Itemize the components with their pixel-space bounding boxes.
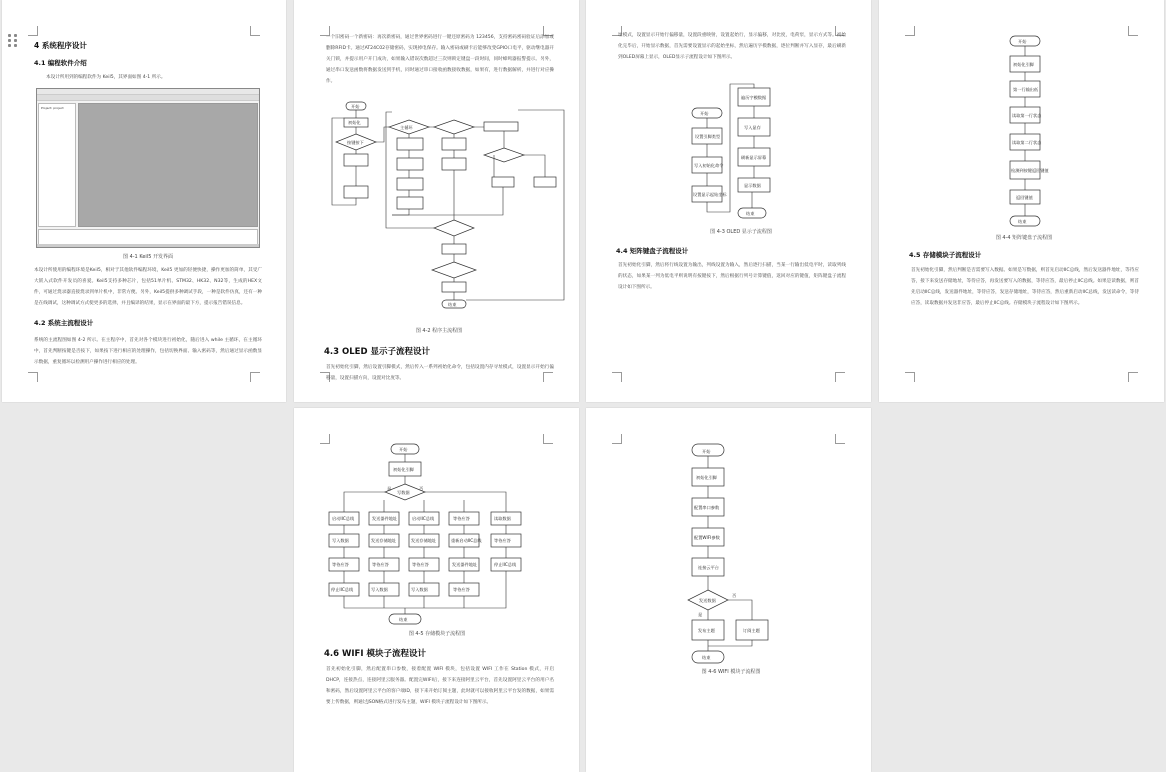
svg-text:遍历字模数据: 遍历字模数据 <box>741 95 767 100</box>
svg-text:等待应答: 等待应答 <box>453 516 470 521</box>
figure-caption: 图 4-6 WIFI 模块子流程图 <box>701 669 761 675</box>
svg-text:返回键值: 返回键值 <box>1016 195 1033 200</box>
flow-label: 结束 <box>448 302 457 307</box>
flow-process <box>484 122 518 131</box>
flow-process <box>442 282 466 292</box>
crop-mark <box>250 26 260 36</box>
flow-process <box>344 186 368 198</box>
flow-decision <box>434 220 474 236</box>
svg-text:读取数据: 读取数据 <box>494 516 511 521</box>
figure-caption: 图 4-1 Keil5 开发界面 <box>122 254 173 260</box>
svg-text:发送器件地址: 发送器件地址 <box>372 516 398 521</box>
paragraph: 一个旧密码一个新密码：再次新密码，通过世界密码进行一键还原密码为 123456，支持密码密码验证后添加或删除RFID卡。通过AT24C02存储密码，实现掉电保存。输入密码或刷卡后能够改变GPIO口电平，驱动继电器开关门锁，并提示用户开门成功，如果输入错误次数超过三次则锁定键盘一段时间，同时蜂鸣器报警提示。另外，通过串口发送函数将数据发送到手机，同时通过串口接收函数接收数据，如果有，进行数据解析，并进行对应操作。 <box>326 35 554 84</box>
figure-caption: 图 4-3 OLED 显示子流程图 <box>710 229 772 235</box>
svg-text:连接云平台: 连接云平台 <box>698 565 719 570</box>
svg-text:配置WIFI参数: 配置WIFI参数 <box>694 535 720 540</box>
flow-process <box>534 177 556 187</box>
svg-text:写数据: 写数据 <box>397 490 410 495</box>
crop-mark <box>28 26 38 36</box>
figure-caption: 图 4-2 程序主流程图 <box>415 328 463 334</box>
figure-caption: 图 4-5 存储模块子流程图 <box>408 631 466 637</box>
svg-text:否: 否 <box>419 486 424 491</box>
paragraph: 首先初始化引脚，然后设置引脚模式，然后传入一系列初始化命令，包括设置内存寻址模式，设置显示开始行偏移量，设置扫描方向，设置对比度等。 <box>326 365 554 381</box>
svg-text:停止IIC总线: 停止IIC总线 <box>331 587 354 592</box>
heading-4: 4 系统程序设计 <box>34 41 87 50</box>
svg-text:结束: 结束 <box>702 655 711 660</box>
heading-4-2: 4.2 系统主流程设计 <box>34 319 94 327</box>
svg-text:设置显示起始坐标: 设置显示起始坐标 <box>693 192 727 197</box>
document-page-5[interactable] <box>294 408 579 772</box>
crop-mark <box>250 372 260 382</box>
flow-process <box>442 138 466 150</box>
flow-process <box>397 197 423 209</box>
wifi-flowchart <box>586 408 871 772</box>
svg-text:开始: 开始 <box>700 111 709 116</box>
svg-text:是: 是 <box>387 486 392 491</box>
svg-text:配置串口参数: 配置串口参数 <box>694 505 720 510</box>
paragraph: 系统的主流程图如图 4-2 所示。在主程序中，首先对各个模块进行初始化，随后进入 while 主循环，在主循环中，首先判断按键是否按下，如果按下进行相应的处理操作，包括切换界面、输入密码等，然后通过显示函数显示数据，重复循环以检测用户操作进行相应的处理。 <box>34 338 262 365</box>
flow-decision <box>484 148 524 162</box>
flow-label: 开始 <box>351 104 360 109</box>
svg-text:订阅主题: 订阅主题 <box>743 628 760 633</box>
document-page-6[interactable] <box>586 408 871 772</box>
ide-project-label: Project: project <box>41 106 64 110</box>
svg-text:初始化引脚: 初始化引脚 <box>696 475 717 480</box>
flow-label: 按键按下 <box>347 140 364 145</box>
flow-label: 初始化 <box>348 120 361 125</box>
flow-process <box>397 178 423 190</box>
flow-decision <box>434 120 474 134</box>
svg-text:启动IIC总线: 启动IIC总线 <box>332 516 355 521</box>
svg-text:结束: 结束 <box>1018 219 1027 224</box>
flow-process <box>442 244 466 254</box>
svg-text:等待应答: 等待应答 <box>332 562 349 567</box>
svg-text:结束: 结束 <box>399 617 408 622</box>
svg-text:写入显存: 写入显存 <box>744 125 761 130</box>
svg-text:发送数据: 发送数据 <box>699 598 716 603</box>
svg-text:开始: 开始 <box>1018 39 1027 44</box>
paragraph: 首先初始化引脚，然后判断是否需要写入数据。如果是写数据，则首先启动IIC总线，然后发送器件地址，等待应答，接下来发送存储地址，等待应答，再发送要写入的数据，等待应答，最后停止IIC总线。如果是读数据，则首先启动IIC总线，发送器件地址，等待应答，发送存储地址，等待应答，然后重新启动IIC总线，发送读命令，等待应答，读取数据并发送非应答，最后停止IIC总线。存储模块子流程设计如下图所示。 <box>911 268 1139 306</box>
flow-label: 主循环 <box>400 125 413 130</box>
paragraph: 首先初始化引脚，然后将行线设置为输出，列线设置为输入，然后逐行扫描，当某一行输出低电平时，读取列线的状态，如果某一列为低电平则说明有按键按下，然后根据行列号计算键值，返回对应的键值，矩阵键盘子流程设计如下图所示。 <box>618 263 846 290</box>
flow-process <box>442 158 466 170</box>
heading-4-1: 4.1 编程软件介绍 <box>34 59 87 67</box>
heading-4-4: 4.4 矩阵键盘子流程设计 <box>616 247 689 255</box>
keil5-screenshot <box>36 88 260 248</box>
svg-text:启动IIC总线: 启动IIC总线 <box>412 516 435 521</box>
svg-text:结束: 结束 <box>746 211 755 216</box>
svg-text:等待应答: 等待应答 <box>372 562 389 567</box>
flow-decision <box>432 262 476 278</box>
document-page-2[interactable] <box>294 0 579 402</box>
flow-process <box>344 154 368 166</box>
figure-caption: 图 4-4 矩阵键盘子流程图 <box>995 235 1053 241</box>
svg-text:读取第一行状态: 读取第一行状态 <box>1012 113 1042 118</box>
paragraph: 本设计所使用的编程环境是Keil5，相对于其他软件编程环境，Keil5 更加的轻便快捷，操作更加的简单，其受广大嵌入式软件开发员的喜爱。Keil5支持多种芯片，包括51单片机、STM32、HK32、N32等，生成的HEX文件，可通过烧录器直接烧录到单片机中，非常方便。另外，Keil5提供多种调试手段，一种是软件仿真，还有一种是在线调试，这种调试方式使更多的选择，并且编译的结果，显示在界面的最下方，提示报告错误信息。 <box>34 268 262 306</box>
svg-text:发布主题: 发布主题 <box>698 628 715 633</box>
svg-text:停止IIC总线: 停止IIC总线 <box>494 562 517 567</box>
svg-text:设置引脚类型: 设置引脚类型 <box>695 134 721 139</box>
main-flowchart <box>294 0 579 402</box>
ide-editor-area <box>78 103 258 227</box>
svg-text:否: 否 <box>732 593 737 598</box>
svg-text:发送器件地址: 发送器件地址 <box>452 562 478 567</box>
svg-text:刷新显示屏幕: 刷新显示屏幕 <box>741 155 767 160</box>
oled-flowchart <box>586 0 871 402</box>
svg-text:开始: 开始 <box>399 447 408 452</box>
storage-flowchart <box>294 408 579 772</box>
ide-statusbar <box>37 244 259 247</box>
svg-text:写入数据: 写入数据 <box>371 587 388 592</box>
svg-text:重新启动IIC总线: 重新启动IIC总线 <box>451 538 482 543</box>
svg-text:开始: 开始 <box>702 449 711 454</box>
document-page-4[interactable] <box>879 0 1164 402</box>
ide-project-pane <box>38 103 76 227</box>
svg-text:读取第二行状态: 读取第二行状态 <box>1012 140 1042 145</box>
flow-process <box>397 138 423 150</box>
svg-text:发送存储地址: 发送存储地址 <box>371 538 397 543</box>
paragraph: 址模式，设置显示开始行偏移量，设置段重映射，设置起始行，显示偏移，对比度，电荷泵，显示方式等。初始化完毕后，开始显示数据，首先需要设置显示的起始坐标，然后遍历字模数据，逐位判断并写入显存，最后刷新到OLED屏幕上显示，OLED显示子流程设计如下图所示。 <box>618 33 846 60</box>
svg-text:显示数据: 显示数据 <box>744 183 761 188</box>
svg-text:第一行输出低: 第一行输出低 <box>1013 87 1039 92</box>
paragraph: 首先初始化引脚，然后配置串口参数，接着配置 WIFI 模块，包括设置 WIFI 工作在 Station 模式，开启 DHCP，连接热点，连接阿里云服务器。配置完WIFI后，接下来连接阿里云平台，首先设置阿里云平台的用户名和密码，然后设置阿里云平台的客户端ID，接下来开始订阅主题，此时就可以接收阿里云平台发的数据，如果需要上传数据，则通过JSON格式进行发布主题，WIFI 模块子流程设计如下图所示。 <box>326 667 554 705</box>
ide-toolbar <box>37 95 259 101</box>
svg-text:写入数据: 写入数据 <box>332 538 349 543</box>
svg-text:发送存储地址: 发送存储地址 <box>411 538 437 543</box>
crop-mark <box>28 372 38 382</box>
flow-process <box>397 158 423 170</box>
paragraph: 本设计所用到的编程软件为 Keil5，其界面如图 4-1 所示。 <box>46 75 166 80</box>
svg-text:等待应答: 等待应答 <box>453 587 470 592</box>
ide-build-output <box>38 229 258 245</box>
document-page-3[interactable] <box>586 0 871 402</box>
flow-process <box>492 177 514 187</box>
svg-text:是: 是 <box>698 612 703 617</box>
heading-4-3: 4.3 OLED 显示子流程设计 <box>324 347 430 357</box>
svg-text:写入初始化命令: 写入初始化命令 <box>694 163 724 168</box>
keyboard-flowchart <box>879 0 1164 402</box>
svg-text:等待应答: 等待应答 <box>494 538 511 543</box>
svg-text:检测到按键返回键值: 检测到按键返回键值 <box>1011 168 1049 173</box>
heading-4-6: 4.6 WIFI 模块子流程设计 <box>324 649 426 659</box>
svg-text:初始化引脚: 初始化引脚 <box>393 467 414 472</box>
svg-text:初始化引脚: 初始化引脚 <box>1013 62 1034 67</box>
document-page-1[interactable] <box>2 0 286 402</box>
svg-text:写入数据: 写入数据 <box>411 587 428 592</box>
drag-handle-icon[interactable] <box>8 34 20 48</box>
heading-4-5: 4.5 存储模块子流程设计 <box>909 251 982 259</box>
svg-text:等待应答: 等待应答 <box>412 562 429 567</box>
